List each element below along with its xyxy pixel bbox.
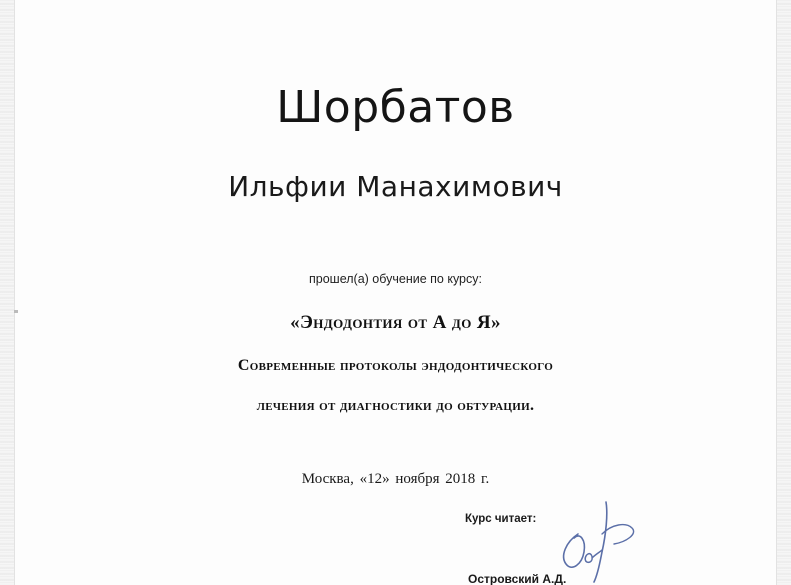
course-intro-text: прошел(а) обучение по курсу: — [309, 272, 482, 286]
place-and-date: Москва, «12» ноября 2018 г. — [301, 471, 490, 487]
course-title: «Эндодонтия от А до Я» — [290, 312, 501, 333]
lecturer-name: Островский А.Д. — [468, 572, 567, 585]
recipient-given-names: Ильфии Манахимович — [228, 170, 563, 203]
course-subtitle-line-1: Современные протоколы эндодонтического — [237, 357, 554, 374]
course-subtitle-line-2: лечения от диагностики до обтурации. — [256, 397, 535, 414]
lecturer-label: Курс читает: — [465, 513, 537, 525]
recipient-surname: Шорбатов — [276, 82, 515, 133]
handwritten-signature — [548, 494, 648, 584]
